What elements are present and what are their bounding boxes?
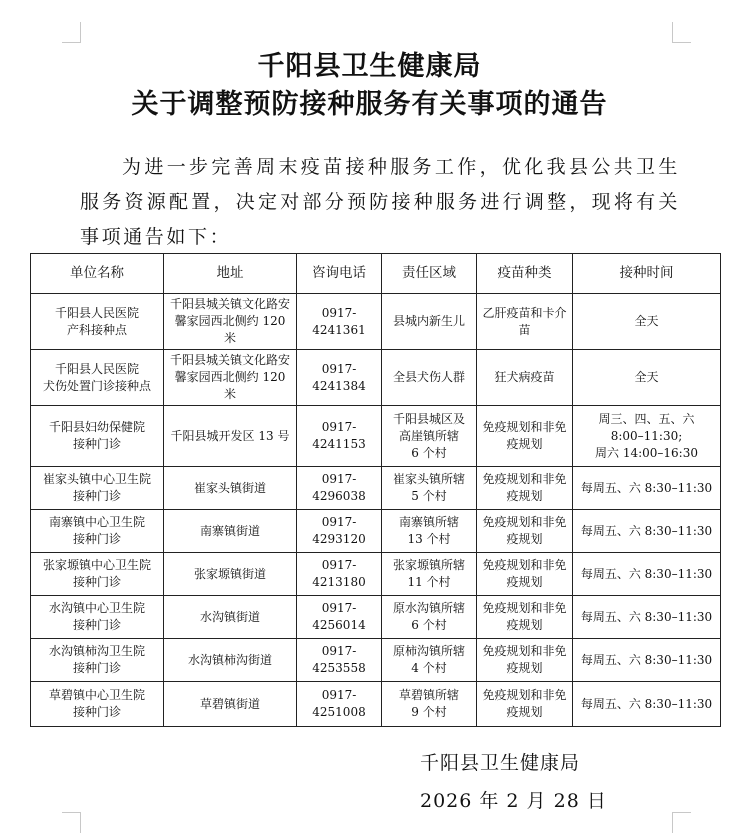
cell-vaccine-line: 疫规划 — [506, 437, 543, 451]
cell-phone: 0917-4241153 — [297, 406, 382, 467]
cell-area-line: 9 个村 — [411, 705, 447, 719]
cell-unit-name — [31, 467, 164, 510]
cell-unit-name — [31, 553, 164, 596]
table-row — [31, 294, 721, 350]
cell-phone: 0917-4253558 — [297, 639, 382, 682]
cell-vaccine-line: 免疫规划和非免 — [482, 644, 567, 658]
cell-address-line: 水沟镇街道 — [199, 609, 260, 624]
cell-address-line: 张家塬镇街道 — [193, 566, 266, 581]
cell-address — [164, 639, 297, 682]
cell-vaccine-line: 乙肝疫苗和卡介 — [482, 305, 567, 320]
signature-org: 千阳县卫生健康局 — [420, 752, 581, 774]
crop-mark-bottom-right — [672, 812, 691, 833]
cell-time — [573, 406, 721, 467]
cell-phone: 0917-4241384 — [297, 350, 382, 406]
cell-time-line: 全天 — [634, 370, 659, 384]
cell-time-line: 每周五、六 8:30–11:30 — [580, 652, 713, 667]
cell-address-line: 南寨镇街道 — [199, 523, 260, 538]
cell-address-line: 千阳县城关镇文化路安 — [169, 353, 290, 367]
cell-area-line: 原水沟镇所辖 — [392, 601, 465, 615]
cell-address — [164, 294, 297, 350]
cell-vaccine-line: 疫规划 — [506, 532, 543, 546]
cell-area-line: 11 个村 — [407, 575, 451, 589]
cell-time — [573, 510, 721, 553]
crop-mark-top-left — [62, 22, 81, 43]
cell-vaccine — [477, 553, 573, 596]
header-unit-name: 单位名称 — [31, 254, 164, 294]
cell-address-line: 千阳县城关镇文化路安 — [169, 297, 290, 311]
cell-unit-name — [31, 406, 164, 467]
cell-phone: 0917-4296038 — [297, 467, 382, 510]
table-row — [31, 553, 721, 596]
cell-vaccine — [477, 510, 573, 553]
cell-vaccine-line: 免疫规划和非免 — [482, 601, 567, 615]
table-row — [31, 639, 721, 682]
cell-phone: 0917-4213180 — [297, 553, 382, 596]
cell-unit-name-line: 千阳县妇幼保健院 — [48, 420, 145, 434]
cell-vaccine — [477, 406, 573, 467]
cell-time — [573, 553, 721, 596]
cell-unit-name — [31, 596, 164, 639]
cell-vaccine — [477, 467, 573, 510]
cell-area-line: 崔家头镇所辖 — [392, 472, 465, 486]
cell-vaccine-line: 疫规划 — [506, 489, 543, 503]
header-vaccine: 疫苗种类 — [477, 254, 573, 294]
cell-vaccine-line: 免疫规划和非免 — [482, 688, 567, 702]
cell-area-line: 6 个村 — [411, 445, 447, 460]
cell-address — [164, 510, 297, 553]
cell-time-line: 每周五、六 8:30–11:30 — [580, 696, 713, 711]
cell-unit-name — [31, 294, 164, 350]
cell-area-line: 5 个村 — [411, 489, 447, 503]
cell-area-line: 高崖镇所辖 — [398, 428, 459, 443]
cell-unit-name-line: 水沟镇中心卫生院 — [48, 601, 145, 615]
cell-area — [382, 350, 477, 406]
cell-area-line: 草碧镇所辖 — [398, 688, 459, 702]
cell-time-line: 每周五、六 8:30–11:30 — [580, 566, 713, 581]
cell-vaccine-line: 免疫规划和非免 — [482, 558, 567, 572]
cell-unit-name-line: 接种门诊 — [72, 437, 121, 451]
cell-unit-name-line: 水沟镇柿沟卫生院 — [48, 644, 145, 658]
cell-phone: 0917-4251008 — [297, 682, 382, 727]
cell-vaccine-line: 苗 — [518, 322, 531, 337]
cell-time-line: 每周五、六 8:30–11:30 — [580, 523, 713, 538]
cell-unit-name-line: 接种门诊 — [72, 489, 121, 503]
cell-time — [573, 294, 721, 350]
cell-time-line: 周六 14:00–16:30 — [595, 445, 698, 460]
table-row — [31, 510, 721, 553]
cell-time-line: 每周五、六 8:30–11:30 — [580, 609, 713, 624]
cell-phone: 0917-4241361 — [297, 294, 382, 350]
table-row — [31, 596, 721, 639]
cell-address — [164, 350, 297, 406]
table-row — [31, 467, 721, 510]
vaccination-sites-table — [30, 253, 721, 727]
cell-area-line: 全县犬伤人群 — [392, 370, 465, 384]
cell-time-line: 全天 — [634, 314, 659, 328]
signature-date: 2026 年 2 月 28 日 — [420, 790, 607, 812]
cell-phone: 0917-4256014 — [297, 596, 382, 639]
cell-vaccine-line: 疫规划 — [506, 705, 543, 719]
cell-address-line: 馨家园西北侧约 120 米 — [174, 370, 286, 401]
cell-vaccine — [477, 682, 573, 727]
cell-unit-name-line: 接种门诊 — [72, 705, 121, 719]
cell-unit-name-line: 张家塬镇中心卫生院 — [42, 558, 151, 572]
cell-vaccine-line: 免疫规划和非免 — [482, 472, 567, 486]
cell-unit-name — [31, 350, 164, 406]
cell-vaccine — [477, 350, 573, 406]
cell-unit-name — [31, 510, 164, 553]
table-row — [31, 350, 721, 406]
cell-unit-name-line: 草碧镇中心卫生院 — [48, 688, 145, 702]
cell-area — [382, 406, 477, 467]
cell-vaccine — [477, 596, 573, 639]
cell-unit-name-line: 南寨镇中心卫生院 — [48, 515, 145, 529]
crop-mark-bottom-left — [62, 812, 81, 833]
page-subtitle: 关于调整预防接种服务有关事项的通告 — [131, 89, 608, 120]
cell-phone: 0917-4293120 — [297, 510, 382, 553]
cell-vaccine — [477, 639, 573, 682]
cell-unit-name-line: 产科接种点 — [66, 322, 127, 337]
cell-unit-name-line: 接种门诊 — [72, 661, 121, 675]
cell-unit-name-line: 犬伤处置门诊接种点 — [42, 378, 151, 393]
cell-area-line: 千阳县城区及 — [392, 411, 465, 426]
cell-area-line: 4 个村 — [411, 661, 447, 675]
cell-address — [164, 406, 297, 467]
cell-address — [164, 682, 297, 727]
cell-vaccine-line: 疫规划 — [506, 575, 543, 589]
cell-unit-name-line: 接种门诊 — [72, 618, 121, 632]
cell-unit-name-line: 千阳县人民医院 — [54, 361, 139, 376]
table-header-row — [31, 254, 721, 294]
cell-address — [164, 553, 297, 596]
cell-time — [573, 467, 721, 510]
page-title: 千阳县卫生健康局 — [257, 51, 482, 82]
table-row — [31, 682, 721, 727]
cell-address — [164, 596, 297, 639]
cell-area — [382, 294, 477, 350]
cell-vaccine-line: 免疫规划和非免 — [482, 420, 567, 434]
crop-mark-top-right — [672, 22, 691, 43]
cell-address — [164, 467, 297, 510]
cell-address-line: 草碧镇街道 — [199, 696, 260, 711]
cell-area-line: 县城内新生儿 — [392, 314, 465, 328]
cell-area-line: 南寨镇所辖 — [398, 515, 459, 529]
cell-unit-name-line: 崔家头镇中心卫生院 — [42, 472, 151, 486]
cell-area — [382, 682, 477, 727]
table-body — [31, 294, 721, 727]
cell-time — [573, 639, 721, 682]
cell-time — [573, 596, 721, 639]
cell-time-line: 8:00–11:30; — [610, 428, 683, 443]
cell-vaccine — [477, 294, 573, 350]
cell-vaccine-line: 疫规划 — [506, 618, 543, 632]
cell-unit-name — [31, 639, 164, 682]
cell-area — [382, 639, 477, 682]
cell-address-line: 水沟镇柿沟街道 — [187, 652, 272, 667]
cell-time — [573, 682, 721, 727]
cell-area — [382, 596, 477, 639]
header-phone: 咨询电话 — [297, 254, 382, 294]
intro-paragraph: 为进一步完善周末疫苗接种服务工作，优化我县公共卫生服务资源配置，决定对部分预防接种服务进行调整，现将有关事项通告如下： — [80, 156, 680, 248]
cell-time-line: 每周五、六 8:30–11:30 — [580, 480, 713, 495]
cell-time — [573, 350, 721, 406]
cell-vaccine-line: 狂犬病疫苗 — [494, 370, 555, 384]
cell-unit-name-line: 接种门诊 — [72, 532, 121, 546]
cell-area — [382, 553, 477, 596]
cell-area-line: 6 个村 — [411, 618, 447, 632]
cell-unit-name-line: 接种门诊 — [72, 575, 121, 589]
cell-address-line: 千阳县城开发区 13 号 — [170, 428, 290, 443]
cell-vaccine-line: 疫规划 — [506, 661, 543, 675]
cell-area — [382, 510, 477, 553]
header-time: 接种时间 — [573, 254, 721, 294]
cell-unit-name-line: 千阳县人民医院 — [54, 305, 139, 320]
cell-area — [382, 467, 477, 510]
header-address: 地址 — [164, 254, 297, 294]
header-area: 责任区域 — [382, 254, 477, 294]
cell-unit-name — [31, 682, 164, 727]
cell-address-line: 馨家园西北侧约 120 米 — [174, 314, 286, 345]
cell-address-line: 崔家头镇街道 — [193, 480, 266, 495]
cell-vaccine-line: 免疫规划和非免 — [482, 515, 567, 529]
table-row — [31, 406, 721, 467]
cell-area-line: 13 个村 — [407, 532, 451, 546]
cell-area-line: 张家塬镇所辖 — [392, 558, 465, 572]
cell-time-line: 周三、四、五、六 — [598, 411, 695, 426]
cell-area-line: 原柿沟镇所辖 — [392, 644, 465, 658]
